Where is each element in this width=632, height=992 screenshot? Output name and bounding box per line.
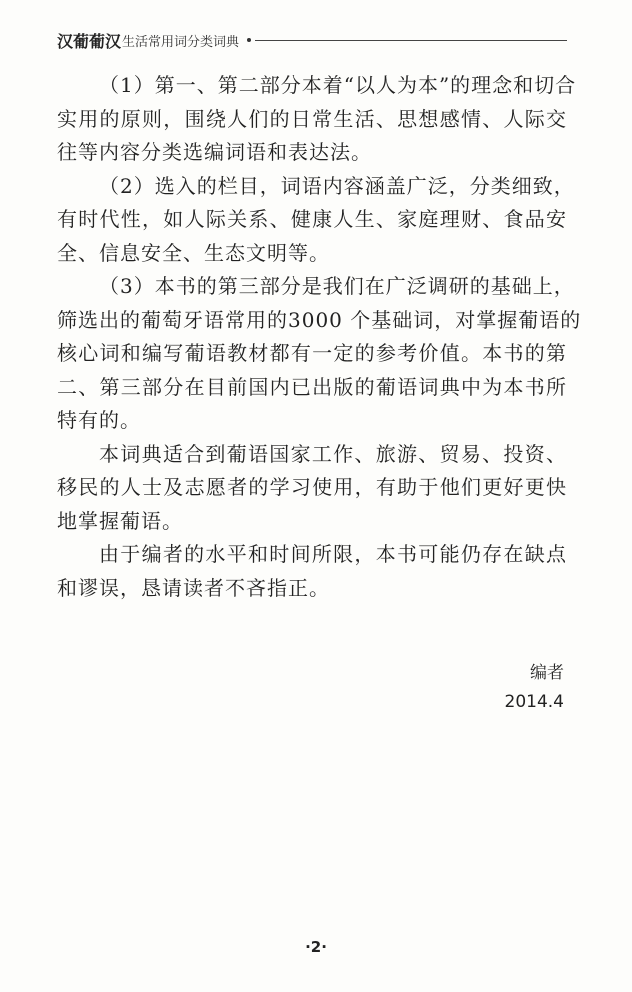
paragraph-line: （1）第一、第二部分本着“以人为本”的理念和切合: [99, 73, 577, 97]
paragraph-line: 往等内容分类选编词语和表达法。: [57, 140, 372, 164]
signature-date: 2014.4: [504, 692, 564, 712]
paragraph-line: 全、信息安全、生态文明等。: [57, 240, 330, 265]
preface-body: [57, 69, 582, 605]
page-number: ·2·: [305, 938, 327, 956]
paragraph-line: 由于编者的水平和时间所限，本书可能仍存在缺点: [99, 542, 567, 566]
header-dot: [247, 38, 251, 42]
header-title-rest: 生活常用词分类词典: [122, 34, 240, 50]
header-title-bold: 汉葡葡汉: [57, 31, 122, 51]
paragraph-line: 特有的。: [57, 408, 141, 432]
running-header: [57, 30, 567, 50]
paragraph-line: 有时代性，如人际关系、健康人生、家庭理财、食品安: [57, 207, 567, 231]
paragraph-line: 二、第三部分在目前国内已出版的葡语词典中为本书所: [57, 374, 567, 399]
signature-author: 编者: [530, 663, 564, 683]
paragraph-line: 筛选出的葡萄牙语常用的3000 个基础词，对掌握葡语的: [57, 307, 582, 332]
paragraph-line: 和谬误，恳请读者不吝指正。: [57, 575, 330, 600]
paragraph-line: （3）本书的第三部分是我们在广泛调研的基础上，: [99, 274, 575, 298]
paragraph-line: （2）选入的栏目，词语内容涵盖广泛，分类细致，: [99, 173, 575, 198]
paragraph-line: 核心词和编写葡语教材都有一定的参考价值。本书的第: [57, 341, 567, 365]
paragraph-line: 移民的人士及志愿者的学习使用，有助于他们更好更快: [57, 475, 567, 499]
paragraph-line: 地掌握葡语。: [57, 508, 183, 533]
paragraph-line: 本词典适合到葡语国家工作、旅游、贸易、投资、: [99, 441, 567, 466]
header-rule: [255, 40, 567, 41]
paragraph-line: 实用的原则，围绕人们的日常生活、思想感情、人际交: [57, 106, 567, 131]
